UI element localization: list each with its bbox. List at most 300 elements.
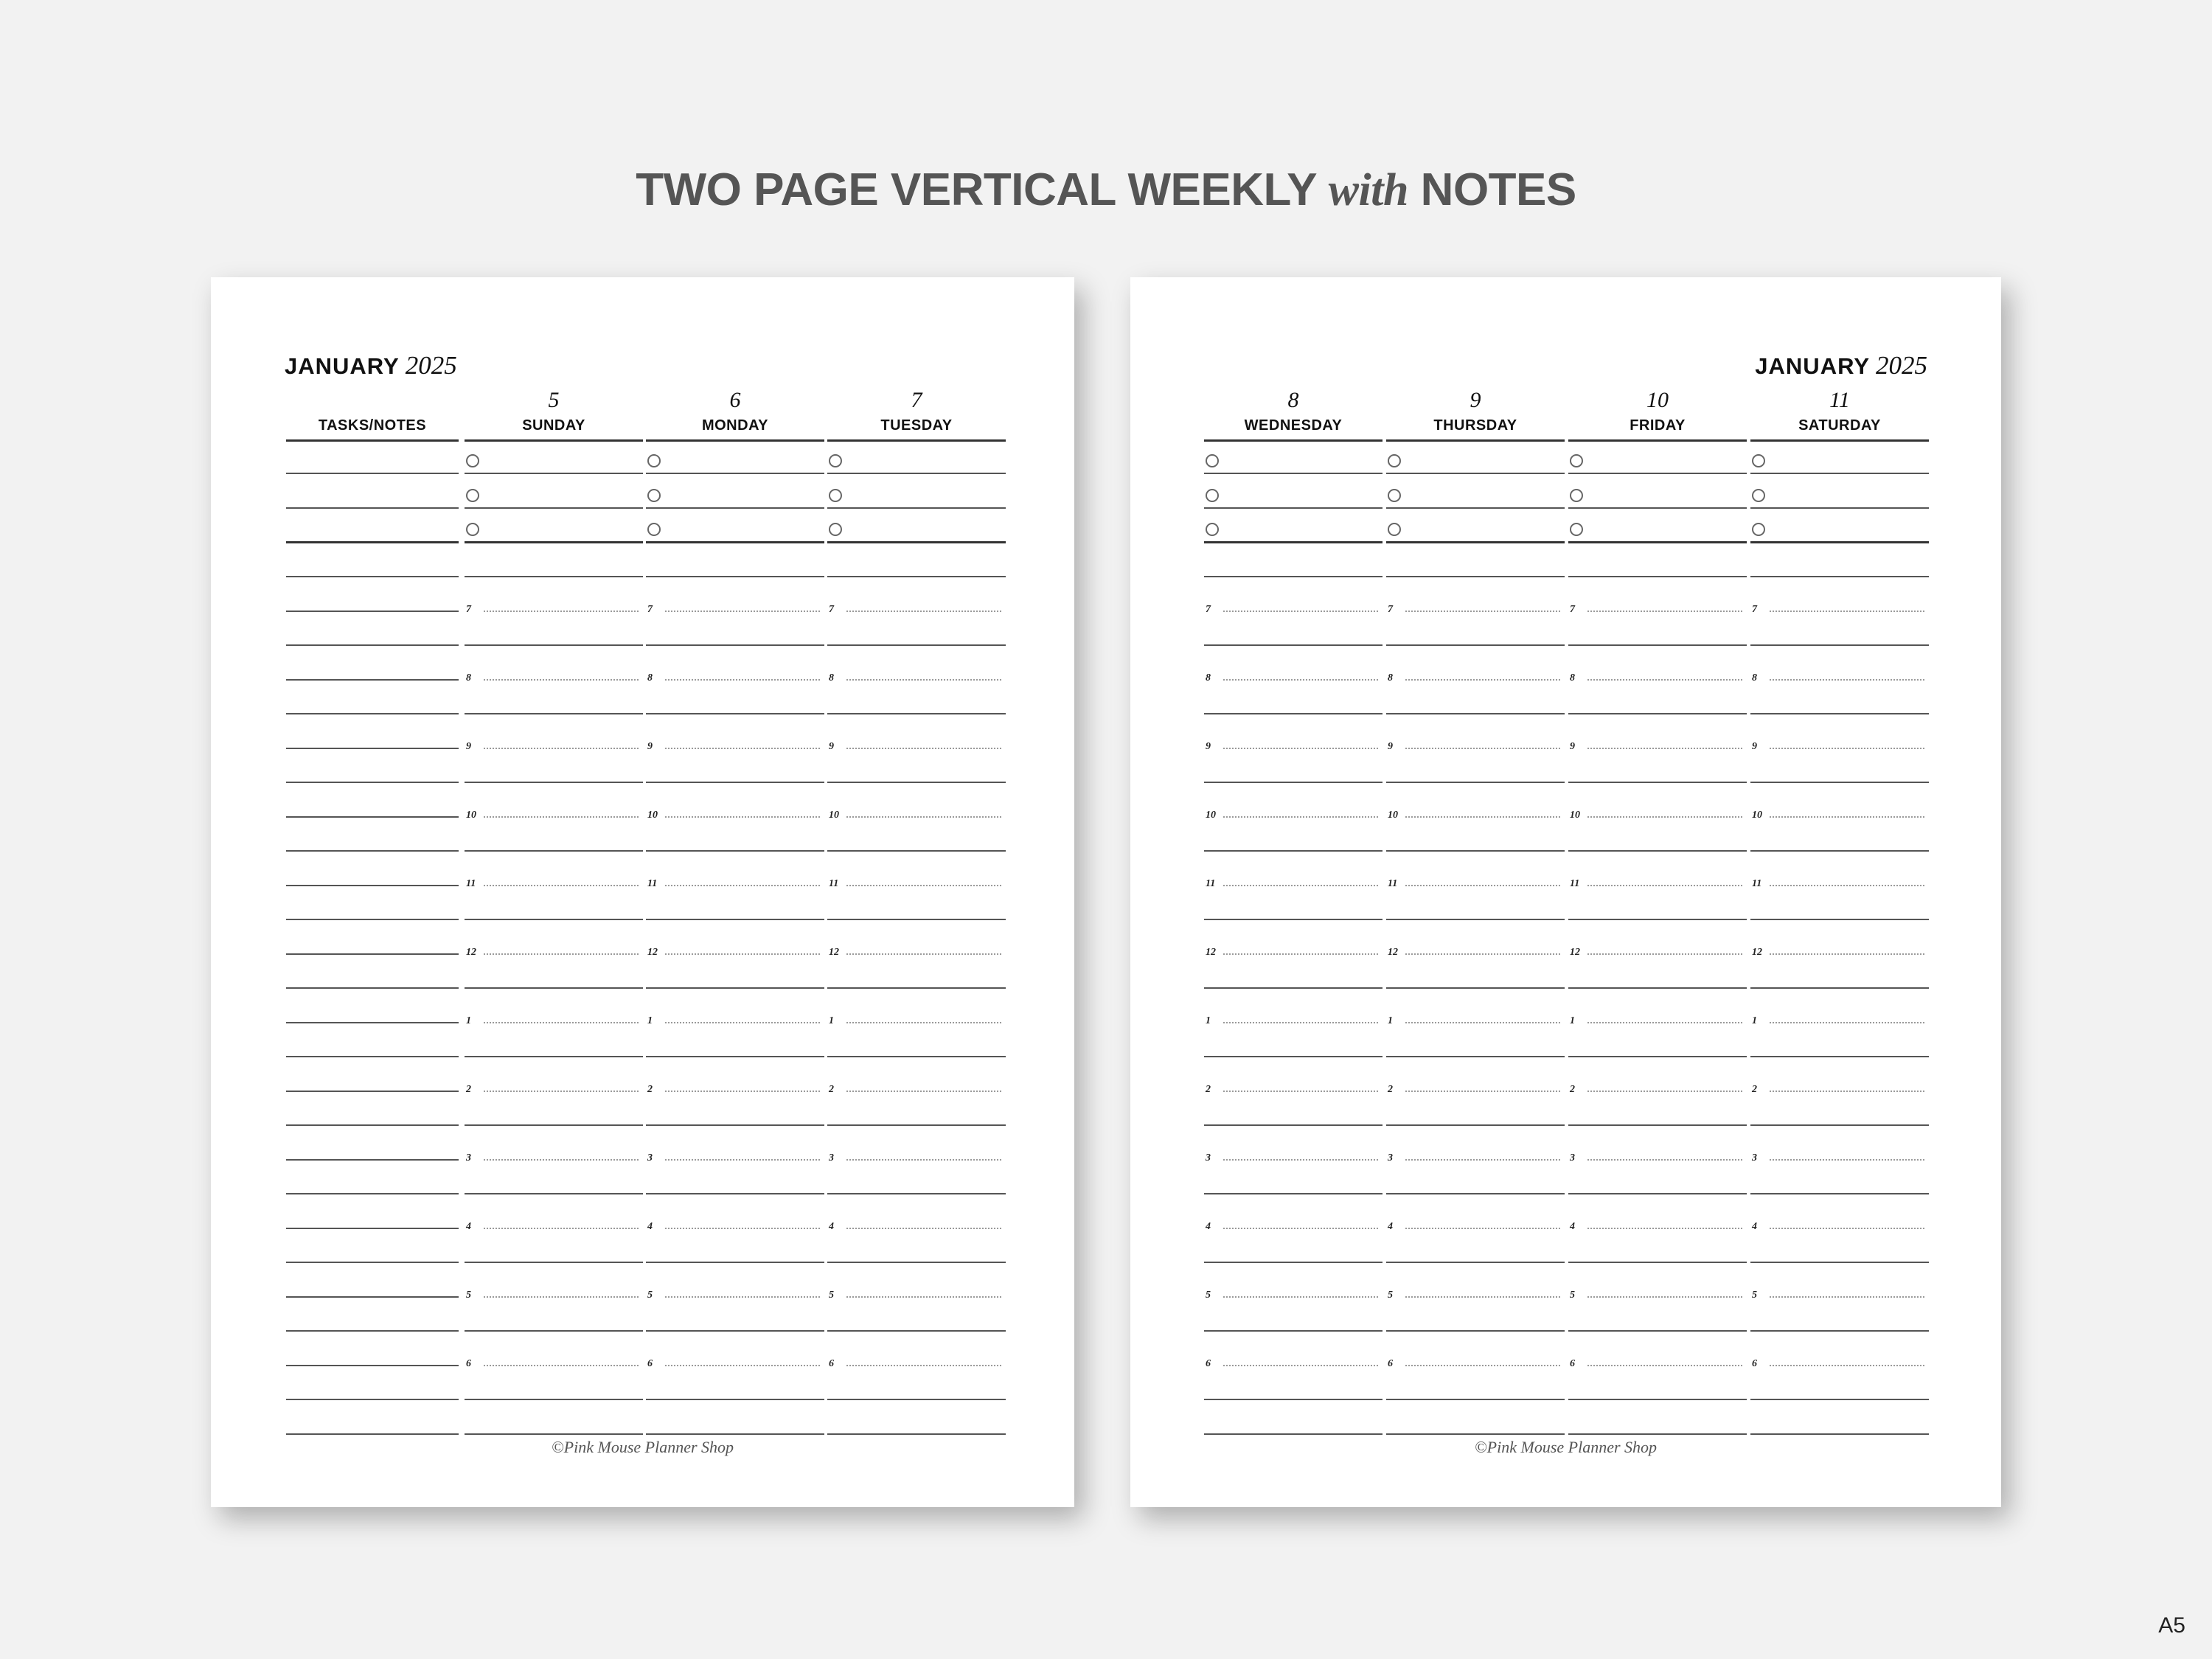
day-column-monday bbox=[646, 277, 824, 1507]
checkbox-row-rule bbox=[827, 507, 1006, 509]
hour-dotted-line bbox=[665, 1228, 820, 1229]
ruled-line bbox=[1568, 1262, 1747, 1263]
hour-dotted-line bbox=[1587, 679, 1742, 681]
checkbox-circle-icon[interactable] bbox=[1388, 454, 1401, 467]
day-name: TUESDAY bbox=[880, 417, 953, 434]
ruled-line bbox=[465, 1056, 643, 1057]
hour-dotted-line bbox=[665, 748, 820, 749]
hour-dotted-line bbox=[1223, 1159, 1378, 1161]
ruled-line bbox=[646, 1399, 824, 1400]
hour-dotted-line bbox=[665, 1365, 820, 1366]
ruled-line bbox=[827, 1399, 1006, 1400]
hour-dotted-line bbox=[846, 1228, 1001, 1229]
ruled-line bbox=[1568, 576, 1747, 577]
ruled-line bbox=[1568, 644, 1747, 646]
hour-label: 8 bbox=[647, 672, 653, 684]
hour-label: 2 bbox=[829, 1083, 834, 1095]
day-column-tuesday bbox=[827, 277, 1006, 1507]
hour-dotted-line bbox=[1587, 1159, 1742, 1161]
ruled-line bbox=[1386, 1330, 1565, 1332]
header-rule bbox=[1568, 439, 1747, 442]
ruled-line bbox=[646, 987, 824, 989]
day-name: FRIDAY bbox=[1630, 417, 1686, 434]
ruled-line bbox=[465, 1262, 643, 1263]
ruled-line bbox=[286, 1056, 459, 1057]
checkbox-row-rule bbox=[1750, 473, 1929, 474]
ruled-line bbox=[465, 1193, 643, 1194]
hour-dotted-line bbox=[665, 816, 820, 818]
hour-label: 8 bbox=[1206, 672, 1211, 684]
day-column-saturday bbox=[1750, 277, 1929, 1507]
hour-dotted-line bbox=[665, 611, 820, 612]
checkbox-circle-icon[interactable] bbox=[1752, 523, 1765, 536]
hour-dotted-line bbox=[1770, 679, 1924, 681]
hour-label: 3 bbox=[1570, 1152, 1575, 1164]
ruled-line bbox=[286, 1124, 459, 1126]
ruled-line bbox=[1204, 987, 1382, 989]
ruled-line bbox=[1568, 782, 1747, 783]
hour-dotted-line bbox=[1223, 611, 1378, 612]
ruled-line bbox=[1204, 576, 1382, 577]
hour-dotted-line bbox=[1770, 1022, 1924, 1023]
hour-dotted-line bbox=[846, 679, 1001, 681]
hour-label: 7 bbox=[1570, 603, 1575, 615]
hour-dotted-line bbox=[1223, 748, 1378, 749]
ruled-line bbox=[646, 1193, 824, 1194]
hour-dotted-line bbox=[1405, 679, 1560, 681]
ruled-line bbox=[465, 1399, 643, 1400]
hour-dotted-line bbox=[1587, 1091, 1742, 1092]
hour-label: 12 bbox=[1570, 946, 1580, 958]
ruled-line bbox=[1568, 1124, 1747, 1126]
hour-label: 2 bbox=[466, 1083, 471, 1095]
hour-label: 5 bbox=[829, 1289, 834, 1301]
day-column-sunday bbox=[465, 277, 643, 1507]
ruled-line bbox=[827, 782, 1006, 783]
ruled-line bbox=[1568, 919, 1747, 920]
ruled-line bbox=[1750, 850, 1929, 852]
hour-dotted-line bbox=[846, 885, 1001, 886]
hour-label: 1 bbox=[1752, 1015, 1757, 1026]
hour-label: 10 bbox=[1206, 809, 1216, 821]
ruled-line bbox=[1386, 919, 1565, 920]
hour-label: 9 bbox=[1752, 740, 1757, 752]
day-name: SATURDAY bbox=[1798, 417, 1881, 434]
hour-label: 11 bbox=[1388, 877, 1398, 889]
hour-dotted-line bbox=[846, 1022, 1001, 1023]
checkbox-row-rule bbox=[827, 473, 1006, 474]
hour-dotted-line bbox=[1770, 1159, 1924, 1161]
ruled-line bbox=[465, 1330, 643, 1332]
hour-dotted-line bbox=[1587, 816, 1742, 818]
hour-label: 12 bbox=[1752, 946, 1762, 958]
ruled-line bbox=[1204, 1193, 1382, 1194]
page-headline bbox=[0, 164, 2212, 217]
ruled-line bbox=[827, 1124, 1006, 1126]
hour-dotted-line bbox=[665, 1296, 820, 1298]
hour-label: 12 bbox=[647, 946, 658, 958]
ruled-line bbox=[1750, 713, 1929, 714]
ruled-line bbox=[1750, 576, 1929, 577]
left-planner-page bbox=[211, 277, 1074, 1507]
ruled-line bbox=[1750, 1399, 1929, 1400]
ruled-line bbox=[1204, 782, 1382, 783]
ruled-line bbox=[827, 850, 1006, 852]
hour-dotted-line bbox=[1587, 885, 1742, 886]
header-rule bbox=[286, 439, 459, 442]
checkbox-row-rule bbox=[1386, 541, 1565, 543]
ruled-line bbox=[1750, 644, 1929, 646]
hour-dotted-line bbox=[1405, 748, 1560, 749]
ruled-line bbox=[646, 850, 824, 852]
hour-dotted-line bbox=[1587, 1365, 1742, 1366]
checkbox-circle-icon[interactable] bbox=[1206, 523, 1219, 536]
hour-label: 6 bbox=[829, 1357, 834, 1369]
ruled-line bbox=[1386, 782, 1565, 783]
hour-label: 6 bbox=[1752, 1357, 1757, 1369]
hour-label: 7 bbox=[1388, 603, 1393, 615]
ruled-line bbox=[827, 1330, 1006, 1332]
checkbox-circle-icon[interactable] bbox=[466, 489, 479, 502]
hour-dotted-line bbox=[1405, 816, 1560, 818]
hour-label: 8 bbox=[1570, 672, 1575, 684]
ruled-line bbox=[286, 953, 459, 955]
hour-label: 6 bbox=[1206, 1357, 1211, 1369]
hour-dotted-line bbox=[1223, 1022, 1378, 1023]
checkbox-row-rule bbox=[286, 473, 459, 474]
hour-dotted-line bbox=[484, 1022, 639, 1023]
hour-label: 4 bbox=[1752, 1220, 1757, 1232]
hour-dotted-line bbox=[1405, 1296, 1560, 1298]
ruled-line bbox=[465, 782, 643, 783]
hour-dotted-line bbox=[1405, 953, 1560, 955]
checkbox-row-rule bbox=[1204, 541, 1382, 543]
day-name: THURSDAY bbox=[1433, 417, 1517, 434]
ruled-line bbox=[286, 1159, 459, 1161]
ruled-line bbox=[646, 1433, 824, 1435]
checkbox-circle-icon[interactable] bbox=[1388, 523, 1401, 536]
day-column-wednesday bbox=[1204, 277, 1382, 1507]
month-label: JANUARY bbox=[1755, 353, 1870, 379]
hour-dotted-line bbox=[1770, 816, 1924, 818]
ruled-line bbox=[1386, 1262, 1565, 1263]
ruled-line bbox=[827, 1433, 1006, 1435]
ruled-line bbox=[1204, 1056, 1382, 1057]
checkbox-circle-icon[interactable] bbox=[1570, 523, 1583, 536]
ruled-line bbox=[1568, 1399, 1747, 1400]
hour-label: 7 bbox=[647, 603, 653, 615]
ruled-line bbox=[1568, 713, 1747, 714]
hour-label: 7 bbox=[1752, 603, 1757, 615]
hour-label: 2 bbox=[1206, 1083, 1211, 1095]
ruled-line bbox=[286, 987, 459, 989]
header-rule bbox=[827, 439, 1006, 442]
hour-dotted-line bbox=[1405, 611, 1560, 612]
ruled-line bbox=[646, 782, 824, 783]
hour-label: 6 bbox=[1388, 1357, 1393, 1369]
header-rule bbox=[646, 439, 824, 442]
hour-label: 8 bbox=[829, 672, 834, 684]
ruled-line bbox=[286, 1091, 459, 1092]
ruled-line bbox=[827, 987, 1006, 989]
ruled-line bbox=[646, 576, 824, 577]
hour-label: 2 bbox=[1570, 1083, 1575, 1095]
checkbox-circle-icon[interactable] bbox=[829, 523, 842, 536]
right-planner-page bbox=[1130, 277, 2001, 1507]
checkbox-circle-icon[interactable] bbox=[1752, 454, 1765, 467]
day-number: 11 bbox=[1829, 388, 1850, 412]
ruled-line bbox=[286, 1228, 459, 1229]
checkbox-circle-icon[interactable] bbox=[466, 454, 479, 467]
hour-label: 5 bbox=[1388, 1289, 1393, 1301]
checkbox-row-rule bbox=[827, 541, 1006, 543]
day-name: WEDNESDAY bbox=[1244, 417, 1343, 434]
hour-dotted-line bbox=[1587, 953, 1742, 955]
header-rule bbox=[1386, 439, 1565, 442]
hour-label: 2 bbox=[1388, 1083, 1393, 1095]
ruled-line bbox=[1750, 1262, 1929, 1263]
ruled-line bbox=[286, 1262, 459, 1263]
checkbox-circle-icon[interactable] bbox=[829, 489, 842, 502]
shop-credit: ©Pink Mouse Planner Shop bbox=[1474, 1438, 1658, 1456]
hour-label: 9 bbox=[829, 740, 834, 752]
ruled-line bbox=[827, 1056, 1006, 1057]
hour-label: 5 bbox=[1752, 1289, 1757, 1301]
ruled-line bbox=[1204, 1262, 1382, 1263]
checkbox-row-rule bbox=[1750, 507, 1929, 509]
ruled-line bbox=[1204, 1433, 1382, 1435]
ruled-line bbox=[646, 1056, 824, 1057]
ruled-line bbox=[286, 679, 459, 681]
ruled-line bbox=[286, 576, 459, 577]
hour-label: 12 bbox=[1206, 946, 1216, 958]
hour-dotted-line bbox=[1405, 1228, 1560, 1229]
hour-label: 6 bbox=[647, 1357, 653, 1369]
header-rule bbox=[465, 439, 643, 442]
ruled-line bbox=[1750, 1330, 1929, 1332]
hour-label: 4 bbox=[647, 1220, 653, 1232]
ruled-line bbox=[465, 919, 643, 920]
ruled-line bbox=[286, 713, 459, 714]
hour-label: 8 bbox=[1388, 672, 1393, 684]
checkbox-row-rule bbox=[646, 541, 824, 543]
ruled-line bbox=[286, 1433, 459, 1435]
ruled-line bbox=[286, 782, 459, 783]
hour-dotted-line bbox=[665, 679, 820, 681]
ruled-line bbox=[1386, 1433, 1565, 1435]
hour-label: 3 bbox=[647, 1152, 653, 1164]
hour-label: 11 bbox=[647, 877, 658, 889]
checkbox-row-rule bbox=[1204, 473, 1382, 474]
checkbox-row-rule bbox=[646, 507, 824, 509]
ruled-line bbox=[1386, 644, 1565, 646]
ruled-line bbox=[1750, 1433, 1929, 1435]
ruled-line bbox=[286, 885, 459, 886]
ruled-line bbox=[465, 987, 643, 989]
hour-label: 6 bbox=[466, 1357, 471, 1369]
hour-dotted-line bbox=[1770, 885, 1924, 886]
hour-label: 5 bbox=[1206, 1289, 1211, 1301]
hour-label: 9 bbox=[1206, 740, 1211, 752]
ruled-line bbox=[1204, 850, 1382, 852]
checkbox-row-rule bbox=[465, 473, 643, 474]
hour-label: 3 bbox=[1752, 1152, 1757, 1164]
hour-label: 5 bbox=[1570, 1289, 1575, 1301]
hour-label: 9 bbox=[1388, 740, 1393, 752]
ruled-line bbox=[1386, 1399, 1565, 1400]
day-name: MONDAY bbox=[701, 417, 769, 434]
checkbox-circle-icon[interactable] bbox=[1206, 454, 1219, 467]
hour-label: 4 bbox=[1570, 1220, 1575, 1232]
ruled-line bbox=[286, 611, 459, 612]
ruled-line bbox=[286, 1296, 459, 1298]
hour-label: 9 bbox=[647, 740, 653, 752]
year-label: 2025 bbox=[1876, 351, 1927, 380]
hour-dotted-line bbox=[1405, 1022, 1560, 1023]
hour-dotted-line bbox=[1587, 1296, 1742, 1298]
hour-label: 1 bbox=[466, 1015, 471, 1026]
hour-dotted-line bbox=[1770, 611, 1924, 612]
hour-dotted-line bbox=[665, 1022, 820, 1023]
hour-label: 1 bbox=[1570, 1015, 1575, 1026]
ruled-line bbox=[286, 1365, 459, 1366]
hour-label: 3 bbox=[1388, 1152, 1393, 1164]
checkbox-row-rule bbox=[1204, 507, 1382, 509]
paper-size-tag: A5 bbox=[2158, 1613, 2185, 1638]
hour-dotted-line bbox=[1223, 1296, 1378, 1298]
ruled-line bbox=[1750, 987, 1929, 989]
hour-label: 2 bbox=[647, 1083, 653, 1095]
checkbox-circle-icon[interactable] bbox=[647, 489, 661, 502]
ruled-line bbox=[1568, 1193, 1747, 1194]
hour-dotted-line bbox=[484, 885, 639, 886]
checkbox-circle-icon[interactable] bbox=[647, 523, 661, 536]
hour-dotted-line bbox=[1770, 1296, 1924, 1298]
hour-dotted-line bbox=[484, 679, 639, 681]
hour-label: 7 bbox=[1206, 603, 1211, 615]
day-number: 9 bbox=[1470, 388, 1481, 412]
hour-dotted-line bbox=[484, 1159, 639, 1161]
ruled-line bbox=[827, 644, 1006, 646]
ruled-line bbox=[1750, 919, 1929, 920]
ruled-line bbox=[1750, 1124, 1929, 1126]
checkbox-circle-icon[interactable] bbox=[1388, 489, 1401, 502]
ruled-line bbox=[465, 576, 643, 577]
ruled-line bbox=[286, 1330, 459, 1332]
ruled-line bbox=[465, 1433, 643, 1435]
hour-dotted-line bbox=[846, 816, 1001, 818]
ruled-line bbox=[827, 713, 1006, 714]
checkbox-circle-icon[interactable] bbox=[1752, 489, 1765, 502]
hour-label: 9 bbox=[466, 740, 471, 752]
hour-label: 1 bbox=[1388, 1015, 1393, 1026]
headline-part1: TWO PAGE VERTICAL WEEKLY bbox=[636, 164, 1329, 215]
hour-label: 11 bbox=[466, 877, 476, 889]
ruled-line bbox=[646, 644, 824, 646]
ruled-line bbox=[1386, 1193, 1565, 1194]
hour-label: 5 bbox=[466, 1289, 471, 1301]
hour-label: 1 bbox=[647, 1015, 653, 1026]
checkbox-row-rule bbox=[465, 541, 643, 543]
tasks-notes-header: TASKS/NOTES bbox=[318, 417, 427, 434]
day-number: 7 bbox=[911, 388, 922, 412]
day-number: 5 bbox=[548, 388, 560, 412]
ruled-line bbox=[465, 713, 643, 714]
hour-label: 1 bbox=[829, 1015, 834, 1026]
checkbox-circle-icon[interactable] bbox=[1206, 489, 1219, 502]
hour-label: 10 bbox=[466, 809, 476, 821]
hour-dotted-line bbox=[484, 1365, 639, 1366]
ruled-line bbox=[1386, 850, 1565, 852]
checkbox-circle-icon[interactable] bbox=[1570, 454, 1583, 467]
hour-label: 7 bbox=[829, 603, 834, 615]
hour-dotted-line bbox=[1405, 1091, 1560, 1092]
ruled-line bbox=[286, 644, 459, 646]
hour-dotted-line bbox=[846, 953, 1001, 955]
hour-label: 6 bbox=[1570, 1357, 1575, 1369]
hour-dotted-line bbox=[1223, 885, 1378, 886]
checkbox-row-rule bbox=[286, 507, 459, 509]
ruled-line bbox=[646, 1330, 824, 1332]
hour-label: 10 bbox=[647, 809, 658, 821]
hour-dotted-line bbox=[1223, 1365, 1378, 1366]
shop-credit: ©Pink Mouse Planner Shop bbox=[551, 1438, 734, 1456]
hour-label: 7 bbox=[466, 603, 471, 615]
checkbox-circle-icon[interactable] bbox=[647, 454, 661, 467]
ruled-line bbox=[1204, 1399, 1382, 1400]
hour-dotted-line bbox=[1223, 816, 1378, 818]
hour-dotted-line bbox=[484, 1296, 639, 1298]
day-number: 10 bbox=[1646, 388, 1669, 412]
ruled-line bbox=[1386, 713, 1565, 714]
ruled-line bbox=[1750, 1193, 1929, 1194]
hour-dotted-line bbox=[665, 953, 820, 955]
checkbox-circle-icon[interactable] bbox=[1570, 489, 1583, 502]
ruled-line bbox=[1568, 1330, 1747, 1332]
ruled-line bbox=[1204, 644, 1382, 646]
hour-label: 3 bbox=[466, 1152, 471, 1164]
checkbox-row-rule bbox=[1386, 473, 1565, 474]
hour-dotted-line bbox=[1770, 1365, 1924, 1366]
ruled-line bbox=[286, 1193, 459, 1194]
hour-label: 11 bbox=[1752, 877, 1762, 889]
hour-dotted-line bbox=[846, 1296, 1001, 1298]
hour-dotted-line bbox=[846, 1159, 1001, 1161]
header-rule bbox=[1750, 439, 1929, 442]
hour-label: 3 bbox=[1206, 1152, 1211, 1164]
hour-dotted-line bbox=[484, 748, 639, 749]
ruled-line bbox=[1568, 850, 1747, 852]
headline-italic: with bbox=[1328, 165, 1408, 215]
hour-label: 11 bbox=[829, 877, 839, 889]
checkbox-circle-icon[interactable] bbox=[466, 523, 479, 536]
header-rule bbox=[1204, 439, 1382, 442]
checkbox-circle-icon[interactable] bbox=[829, 454, 842, 467]
hour-dotted-line bbox=[1223, 1091, 1378, 1092]
hour-label: 4 bbox=[1388, 1220, 1393, 1232]
ruled-line bbox=[286, 1399, 459, 1400]
hour-dotted-line bbox=[665, 1091, 820, 1092]
hour-dotted-line bbox=[1405, 1159, 1560, 1161]
hour-label: 12 bbox=[466, 946, 476, 958]
hour-label: 9 bbox=[1570, 740, 1575, 752]
ruled-line bbox=[1568, 1433, 1747, 1435]
hour-label: 8 bbox=[1752, 672, 1757, 684]
hour-label: 8 bbox=[466, 672, 471, 684]
hour-label: 11 bbox=[1570, 877, 1580, 889]
hour-label: 5 bbox=[647, 1289, 653, 1301]
ruled-line bbox=[1568, 987, 1747, 989]
